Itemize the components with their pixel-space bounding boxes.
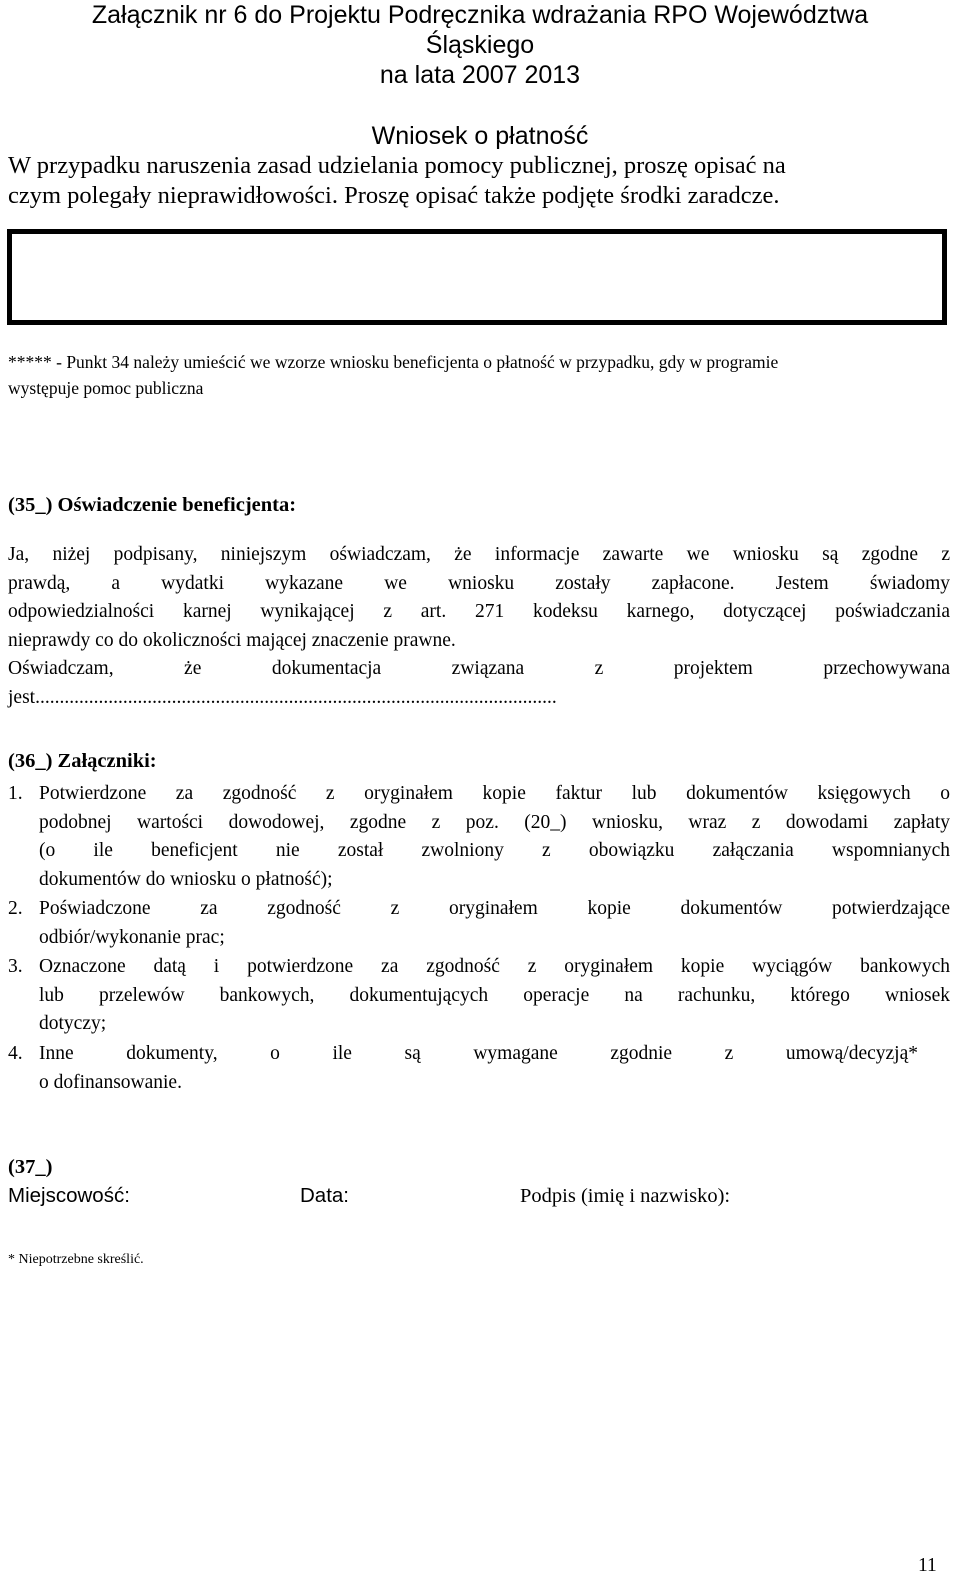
irregularities-answer-box[interactable] xyxy=(7,229,947,325)
storage-location-field[interactable]: jest........................................................................................................... xyxy=(8,686,557,708)
section-35-heading: (35_) Oświadczenie beneficjenta: xyxy=(8,494,297,516)
attachment-line: dokumentów do wniosku o płatność); xyxy=(39,868,333,890)
declaration-line: odpowiedzialności karnej wynikającej z art. 271 kodeksu karnego, dotyczącej poświadczania xyxy=(8,601,950,622)
attachment-line: dotyczy; xyxy=(39,1013,107,1034)
place-label: Miejscowość: xyxy=(8,1184,130,1207)
form-title: Wniosek o płatność xyxy=(371,122,589,150)
signature-label: Podpis (imię i nazwisko): xyxy=(520,1185,731,1207)
attachment-line: podobnej wartości dowodowej, zgodne z poz. (20_) wniosku, wraz z dowodami zapłaty xyxy=(39,811,950,833)
header-line-3: na lata 2007 2013 xyxy=(379,61,581,89)
attachment-line: o dofinansowanie. xyxy=(39,1071,182,1093)
attachment-line: lub przelewów bankowych, dokumentujących operacje na rachunku, którego wniosek xyxy=(39,984,950,1006)
attachment-line: Potwierdzone za zgodność z oryginałem kopie faktur lub dokumentów księgowych o xyxy=(39,783,950,804)
instruction-line: W przypadku naruszenia zasad udzielania pomocy publicznej, proszę opisać na xyxy=(8,152,786,179)
page-number: 11 xyxy=(918,1555,937,1576)
footnote: * Niepotrzebne skreślić. xyxy=(8,1252,144,1267)
instruction-line: czym polegały nieprawidłowości. Proszę opisać także podjęte środki zaradcze. xyxy=(8,182,780,209)
document-header xyxy=(0,0,960,90)
attachment-number: 4. xyxy=(8,1043,23,1064)
declaration-line: nieprawdy co do okoliczności mającej znaczenie prawne. xyxy=(8,629,456,651)
attachment-line: odbiór/wykonanie prac; xyxy=(39,926,225,948)
declaration-line: Oświadczam, że dokumentacja związana z projektem przechowywana xyxy=(8,658,950,679)
attachment-number: 2. xyxy=(8,898,23,919)
header-line-1: Załącznik nr 6 do Projektu Podręcznika wdrażania RPO Województwa xyxy=(91,1,869,29)
header-line-2: Śląskiego xyxy=(425,31,535,59)
section-34-instruction xyxy=(8,151,953,211)
beneficiary-declaration xyxy=(8,541,950,712)
note-line: występuje pomoc publiczna xyxy=(8,378,204,398)
date-label: Data: xyxy=(300,1184,349,1207)
section-37-heading: (37_) xyxy=(8,1156,53,1178)
declaration-line: prawdą, a wydatki wykazane we wniosku zostały zapłacone. Jestem świadomy xyxy=(8,572,950,594)
attachment-line: (o ile beneficjent nie został zwolniony z obowiązku załączania wspomnianych xyxy=(39,840,950,861)
declaration-line: Ja, niżej podpisany, niniejszym oświadczam, że informacje zawarte we wniosku są zgodne z xyxy=(8,544,950,565)
note-line: ***** - Punkt 34 należy umieścić we wzorze wniosku beneficjenta o płatność w przypadku, gdy w programie xyxy=(8,352,779,372)
attachment-line: Inne dokumenty, o ile są wymagane zgodnie z umową/decyzją* xyxy=(39,1043,918,1064)
section-34-note xyxy=(8,349,953,401)
attachment-number: 1. xyxy=(8,783,23,804)
section-36-heading: (36_) Załączniki: xyxy=(8,750,157,772)
attachment-line: Oznaczone datą i potwierdzone za zgodność z oryginałem kopie wyciągów bankowych xyxy=(39,956,950,977)
attachment-number: 3. xyxy=(8,956,23,977)
attachment-line: Poświadczone za zgodność z oryginałem kopie dokumentów potwierdzające xyxy=(39,898,950,919)
